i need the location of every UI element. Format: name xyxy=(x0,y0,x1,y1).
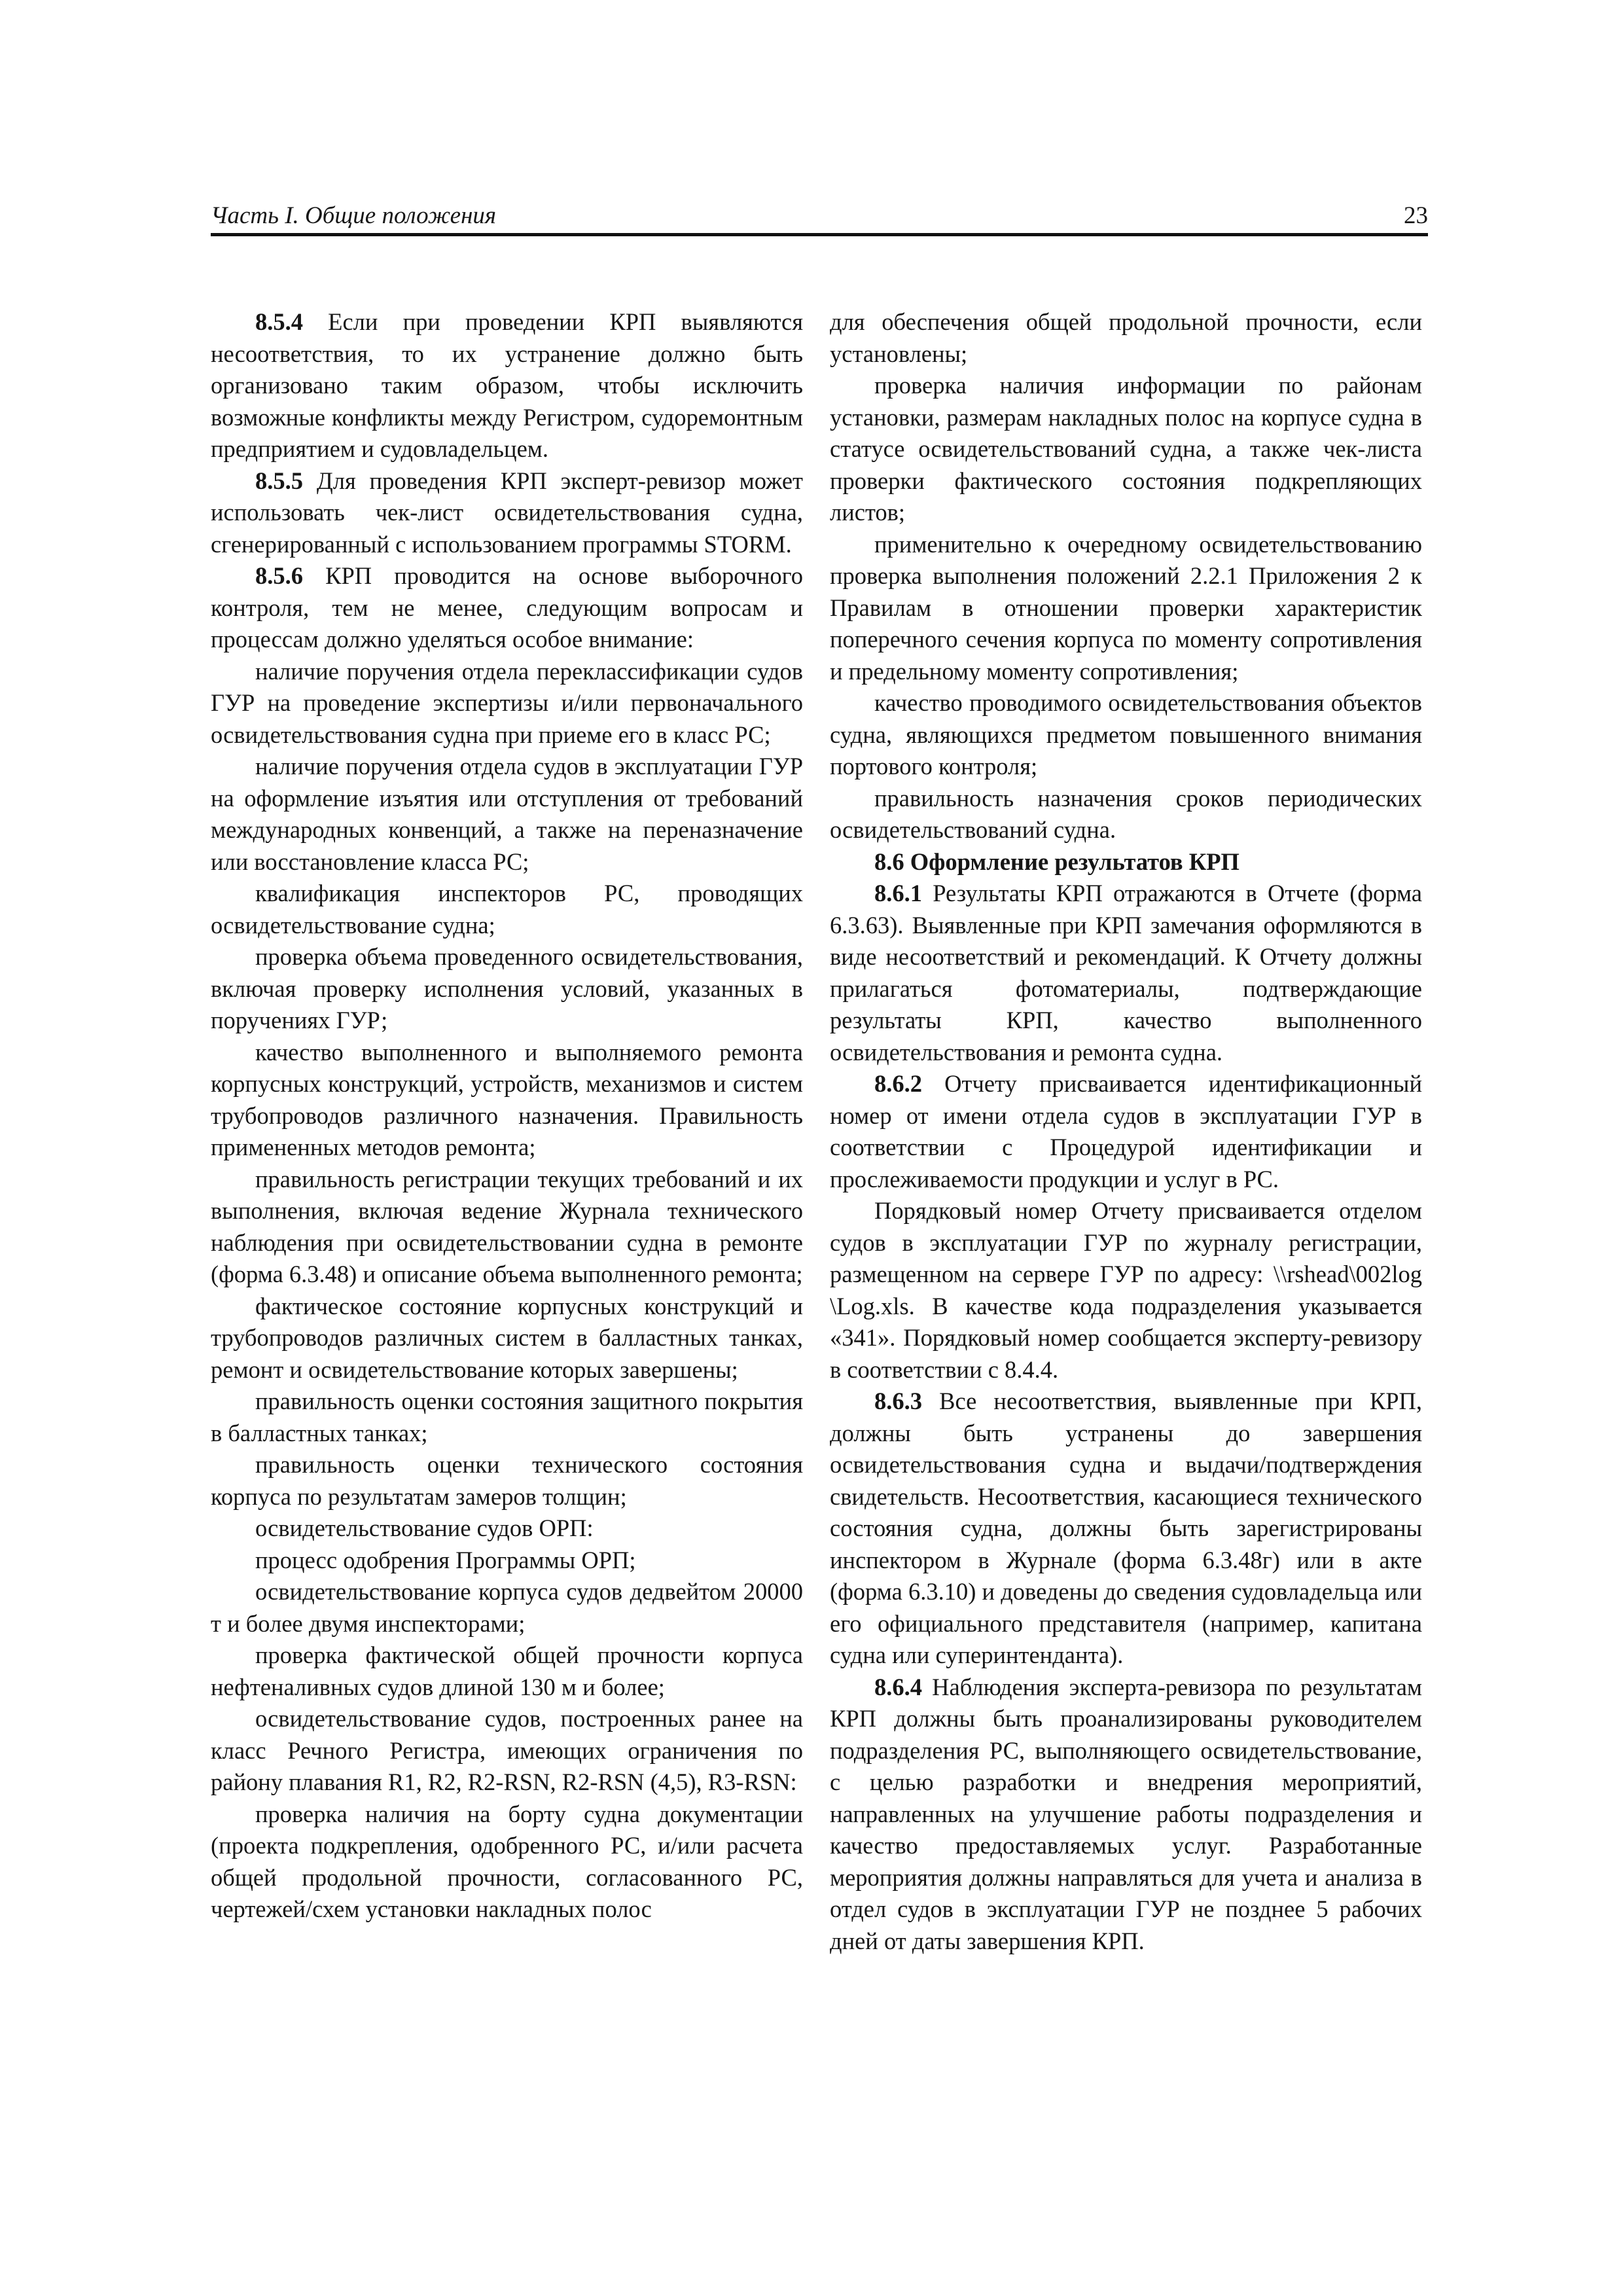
right-column xyxy=(830,306,1422,1957)
paragraph xyxy=(211,1037,803,1164)
running-header xyxy=(211,196,1428,237)
paragraph-text: проверка объема проведенного освидетельствования, включая проверку исполнения условий, указанных в поручениях ГУР; xyxy=(211,943,803,1033)
clause-number: 8.6.2 xyxy=(874,1070,922,1097)
paragraph-text: Результаты КРП отражаются в Отчете (форма 6.3.63). Выявленные при КРП замечания оформляются в виде несоответствий и рекомендаций. К Отчету должны прилагаться фотоматериалы, подтверждающие результаты КРП, качество выполненного освидетельствования и ремонта судна. xyxy=(830,880,1422,1066)
paragraph-text: правильность оценки состояния защитного покрытия в балластных танках; xyxy=(211,1388,803,1446)
header-title: Часть I. Общие положения xyxy=(211,202,497,229)
paragraph xyxy=(211,1545,803,1577)
paragraph xyxy=(211,878,803,941)
paragraph-text: освидетельствование судов, построенных ранее на класс Речного Регистра, имеющих ограничения по району плавания R1, R2, R2-RSN, R2-RSN (4,5), R3-RSN: xyxy=(211,1705,803,1795)
paragraph-text: правильность регистрации текущих требований и их выполнения, включая ведение Журнала технического наблюдения при освидетельствовании судна в ремонте (форма 6.3.48) и описание объема выполненного ремонта; xyxy=(211,1165,803,1287)
paragraph xyxy=(211,1513,803,1545)
paragraph xyxy=(830,1672,1422,1958)
paragraph xyxy=(211,656,803,751)
paragraph-text: освидетельствование судов ОРП: xyxy=(255,1515,594,1541)
paragraph-text: Все несоответствия, выявленные при КРП, должны быть устранены до завершения освидетельствования судна и выдачи/подтверждения свидетельств. Несоответствия, касающиеся технического состояния судна, должны быть зарегистрированы инспектором в Журнале (форма 6.3.48г) или в акте (форма 6.3.10) и доведены до сведения судовладельца или его официального представителя (например, капитана судна или суперинтенданта). xyxy=(830,1388,1422,1668)
paragraph xyxy=(211,941,803,1037)
paragraph-text: освидетельствование корпуса судов дедвейтом 20000 т и более двумя инспекторами; xyxy=(211,1578,803,1637)
paragraph xyxy=(830,783,1422,846)
clause-number: 8.5.5 xyxy=(255,467,303,494)
paragraph xyxy=(830,1068,1422,1195)
paragraph xyxy=(211,1386,803,1449)
paragraph xyxy=(211,560,803,656)
paragraph-text: КРП проводится на основе выборочного контроля, тем не менее, следующим вопросам и процессам должно уделяться особое внимание: xyxy=(211,562,803,653)
paragraph xyxy=(830,306,1422,370)
paragraph-text: Наблюдения эксперта-ревизора по результатам КРП должны быть проанализированы руководителем подразделения РС, выполняющего освидетельствование, с целью разработки и внедрения мероприятий, направленных на улучшение работы подразделения и качество предоставляемых услуг. Разработанные мероприятия должны направляться для учета и анализа в отдел судов в эксплуатации ГУР не позднее 5 рабочих дней от даты завершения КРП. xyxy=(830,1673,1422,1954)
paragraph-text: наличие поручения отдела переклассификации судов ГУР на проведение экспертизы и/или первоначального освидетельствования судна при приеме его в класс РС; xyxy=(211,657,803,748)
paragraph-text: Если при проведении КРП выявляются несоответствия, то их устранение должно быть организовано таким образом, чтобы исключить возможные конфликты между Регистром, судоремонтным предприятием и судовладельцем. xyxy=(211,308,803,462)
paragraph-text: Отчету присваивается идентификационный номер от имени отдела судов в эксплуатации ГУР в соответствии с Процедурой идентификации и прослеживаемости продукции и услуг в РС. xyxy=(830,1070,1422,1193)
paragraph xyxy=(211,751,803,878)
paragraph-text: 8.6 Оформление результатов КРП xyxy=(874,848,1240,875)
paragraph-text: Для проведения КРП эксперт-ревизор может использовать чек-лист освидетельствования судна, сгенерированный с использованием программы STORM. xyxy=(211,467,803,558)
paragraph-text: качество проводимого освидетельствования объектов судна, являющихся предметом повышенного внимания портового контроля; xyxy=(830,689,1422,780)
clause-number: 8.5.4 xyxy=(255,308,303,335)
paragraph-text: качество выполненного и выполняемого ремонта корпусных конструкций, устройств, механизмов и систем трубопроводов различного назначения. Правильность примененных методов ремонта; xyxy=(211,1038,803,1160)
paragraph xyxy=(211,465,803,561)
paragraph xyxy=(830,878,1422,1068)
paragraph-text: квалификация инспекторов РС, проводящих освидетельствование судна; xyxy=(211,880,803,939)
clause-number: 8.6.4 xyxy=(874,1673,922,1700)
paragraph-text: правильность назначения сроков периодических освидетельствований судна. xyxy=(830,784,1422,843)
section-heading xyxy=(830,846,1422,878)
paragraph-text: проверка наличия информации по районам установки, размерам накладных полос на корпусе судна в статусе освидетельствований судна, а также чек-листа проверки фактического состояния подкрепляющих листов; xyxy=(830,372,1422,526)
paragraph xyxy=(211,306,803,465)
paragraph xyxy=(211,1703,803,1799)
paragraph-text: Порядковый номер Отчету присваивается отделом судов в эксплуатации ГУР по журналу регистрации, размещенном на сервере ГУР по адресу: \\rshead\002log \Log.xls. В качестве кода подразделения указывается «341». Порядковый номер сообщается эксперту-ревизору в соответствии с 8.4.4. xyxy=(830,1197,1422,1383)
paragraph xyxy=(830,1386,1422,1672)
paragraph xyxy=(830,1195,1422,1386)
header-rule xyxy=(211,233,1428,236)
paragraph xyxy=(830,529,1422,688)
paragraph xyxy=(211,1576,803,1640)
paragraph-text: применительно к очередному освидетельствованию проверка выполнения положений 2.2.1 Приложения 2 к Правилам в отношении проверки характеристик поперечного сечения корпуса по моменту сопротивления и предельному моменту сопротивления; xyxy=(830,530,1422,685)
paragraph-text: процесс одобрения Программы ОРП; xyxy=(255,1546,636,1573)
page-number: 23 xyxy=(1404,202,1428,229)
clause-number: 8.6.3 xyxy=(874,1388,922,1414)
paragraph-text: фактическое состояние корпусных конструкций и трубопроводов различных систем в балластных танках, ремонт и освидетельствование которых завершены; xyxy=(211,1292,803,1383)
paragraph xyxy=(211,1291,803,1386)
paragraph xyxy=(830,370,1422,529)
paragraph xyxy=(211,1640,803,1703)
paragraph xyxy=(211,1799,803,1926)
left-column xyxy=(211,306,803,1926)
clause-number: 8.5.6 xyxy=(255,562,303,589)
paragraph-text: для обеспечения общей продольной прочности, если установлены; xyxy=(830,308,1422,367)
clause-number: 8.6.1 xyxy=(874,880,922,906)
paragraph xyxy=(211,1449,803,1513)
paragraph-text: правильность оценки технического состояния корпуса по результатам замеров толщин; xyxy=(211,1451,803,1510)
paragraph-text: проверка наличия на борту судна документации (проекта подкрепления, одобренного РС, и/или расчета общей продольной прочности, согласованного РС, чертежей/схем установки накладных полос xyxy=(211,1800,803,1922)
paragraph-text: проверка фактической общей прочности корпуса нефтеналивных судов длиной 130 м и более; xyxy=(211,1641,803,1700)
paragraph xyxy=(830,687,1422,783)
paragraph xyxy=(211,1164,803,1291)
paragraph-text: наличие поручения отдела судов в эксплуатации ГУР на оформление изъятия или отступления от требований международных конвенций, а также на переназначение или восстановление класса РС; xyxy=(211,753,803,875)
